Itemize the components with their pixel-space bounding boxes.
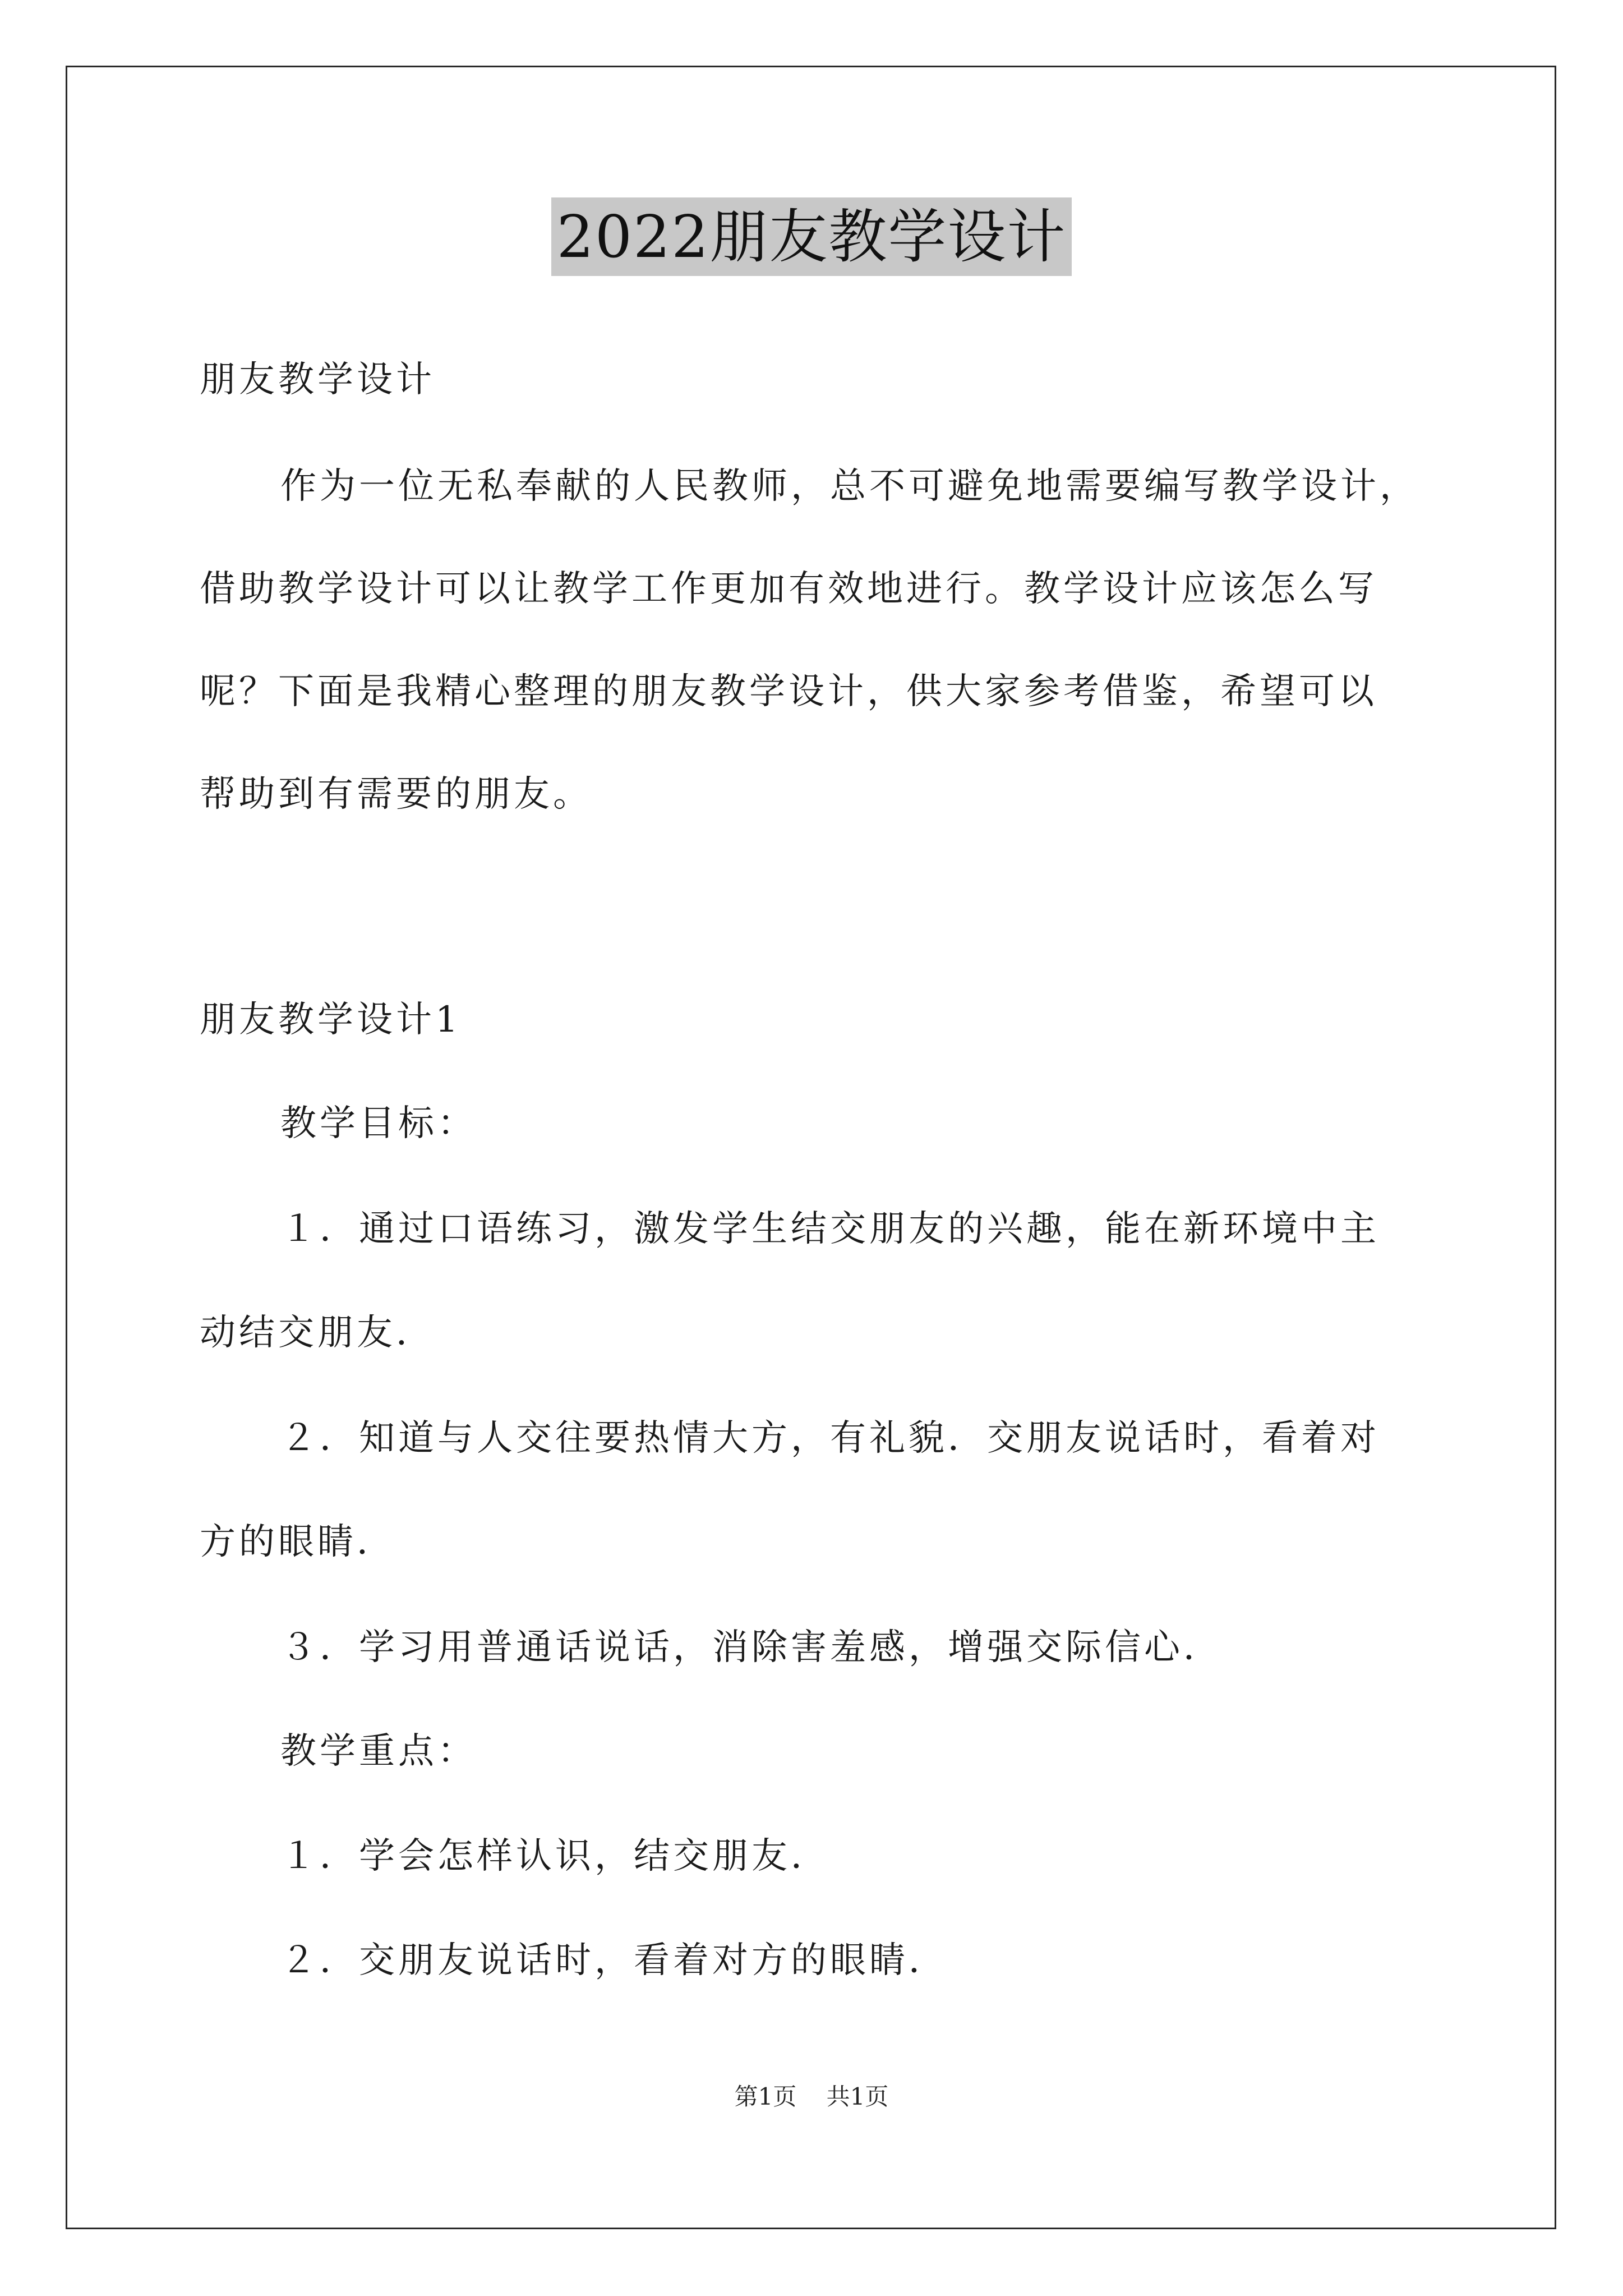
key-point-2: ２．交朋友说话时，看着对方的眼睛． xyxy=(280,1940,948,1981)
section-heading: 朋友教学设计1 xyxy=(200,999,462,1041)
key-points-heading: 教学重点： xyxy=(280,1731,477,1772)
subtitle: 朋友教学设计 xyxy=(200,359,435,401)
goal-1-line-1: １．通过口语练习，激发学生结交朋友的兴趣，能在新环境中主 xyxy=(280,1208,1380,1250)
intro-line-2: 借助教学设计可以让教学工作更加有效地进行。教学设计应该怎么写 xyxy=(200,568,1377,610)
title-container xyxy=(0,197,1623,276)
intro-line-3: 呢？下面是我精心整理的朋友教学设计，供大家参考借鉴，希望可以 xyxy=(200,671,1377,712)
goal-2-line-1: ２．知道与人交往要热情大方，有礼貌．交朋友说话时，看着对 xyxy=(280,1418,1380,1459)
document-title: 2022朋友教学设计 xyxy=(551,197,1072,276)
goal-1-line-2: 动结交朋友． xyxy=(200,1312,435,1354)
goals-heading: 教学目标： xyxy=(280,1103,477,1144)
intro-line-4: 帮助到有需要的朋友。 xyxy=(200,774,592,815)
key-point-1: １．学会怎样认识，结交朋友． xyxy=(280,1835,830,1877)
goal-2-line-2: 方的眼睛． xyxy=(200,1521,396,1563)
intro-line-1: 作为一位无私奉献的人民教师，总不可避免地需要编写教学设计， xyxy=(280,466,1419,507)
page-footer: 第1页 共1页 xyxy=(734,2083,889,2110)
goal-3: ３．学习用普通话说话，消除害羞感，增强交际信心． xyxy=(280,1627,1223,1668)
